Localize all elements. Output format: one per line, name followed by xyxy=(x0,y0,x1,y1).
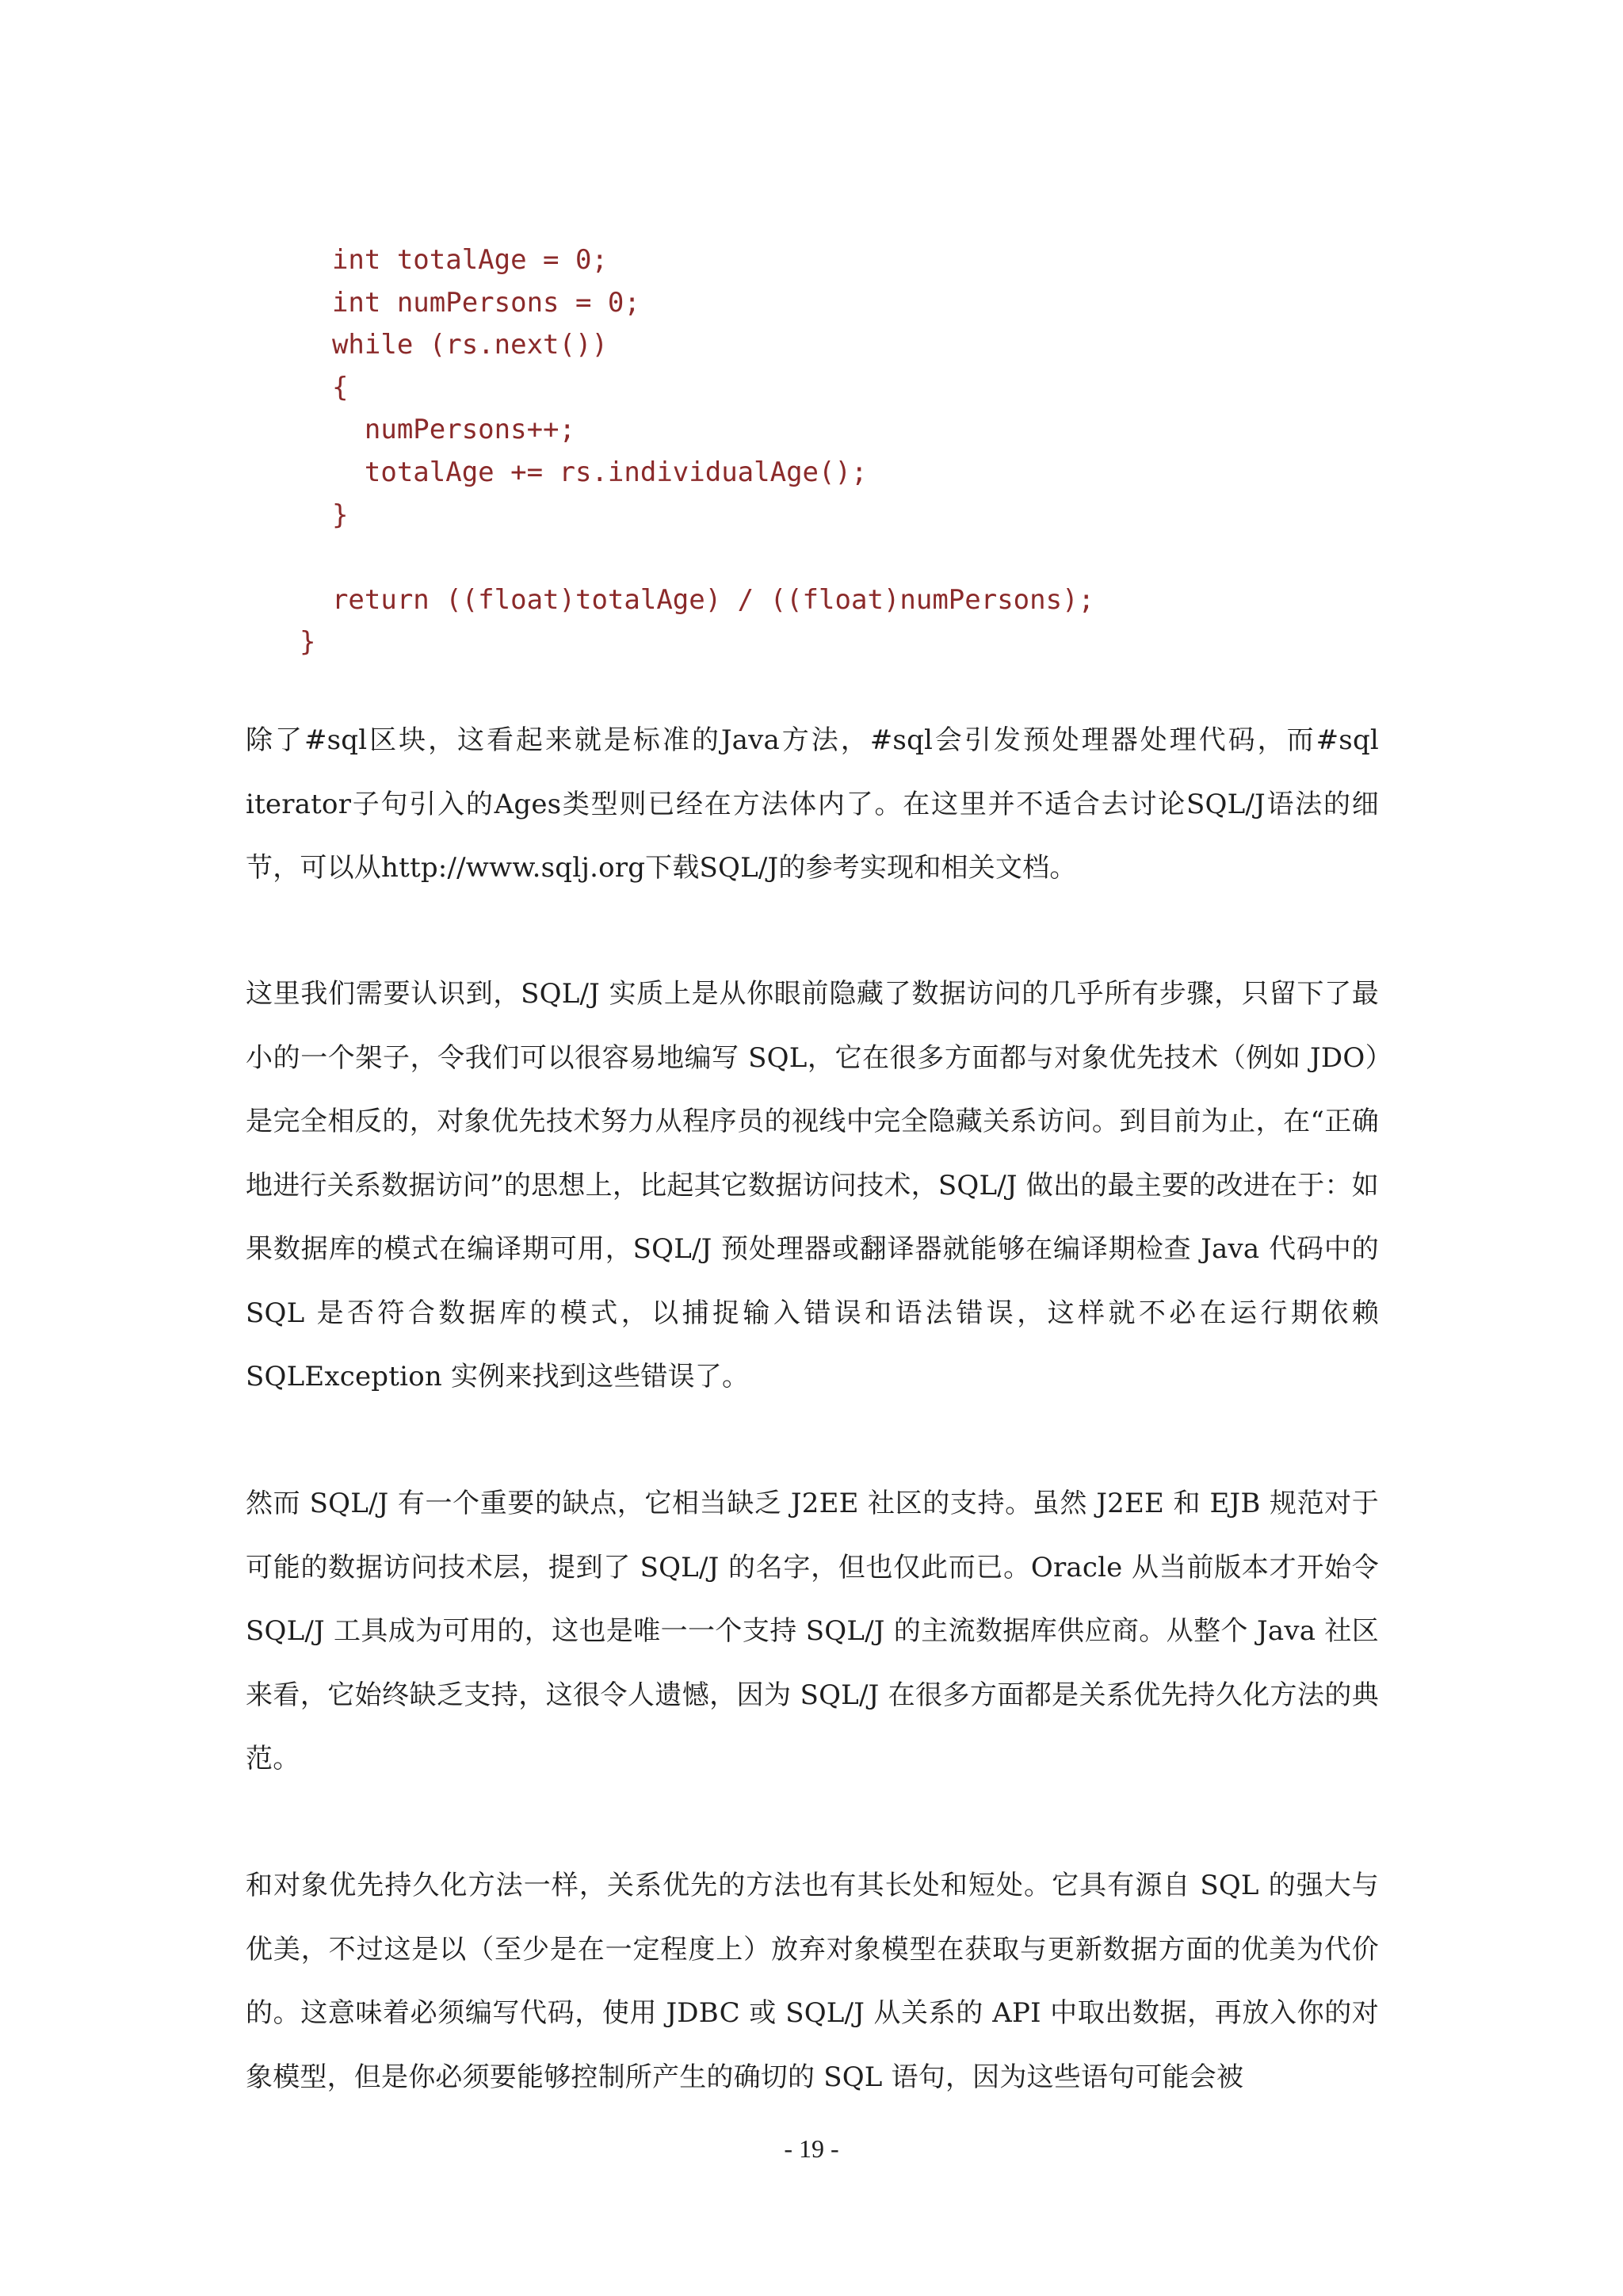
page-number: - 19 - xyxy=(784,2134,839,2163)
code-line: int totalAge = 0; xyxy=(300,244,608,276)
code-line: return ((float)totalAge) / ((float)numPersons); xyxy=(300,583,1095,616)
code-line: numPersons++; xyxy=(300,414,575,446)
body-paragraph: 和对象优先持久化方法一样，关系优先的方法也有其长处和短处。它具有源自 SQL 的强大与优美，不过这是以（至少是在一定程度上）放弃对象模型在获取与更新数据方面的优美为代价的。这意味着必须编写代码，使用 JDBC 或 SQL/J 从关系的 API 中取出数据，再放入你的对象模型，但是你必须要能够控制所产生的确切的 SQL 语句，因为这些语句可能会被 xyxy=(246,1870,1379,2093)
code-line xyxy=(300,537,1094,579)
code-line: int numPersons = 0; xyxy=(300,286,640,319)
body-paragraph: 这里我们需要认识到，SQL/J 实质上是从你眼前隐藏了数据访问的几乎所有步骤，只留下了最小的一个架子，令我们可以很容易地编写 SQL，它在很多方面都与对象优先技术（例如 JDO）是完全相反的，对象优先技术努力从程序员的视线中完全隐藏关系访问。到目前为止，在“正确地进行关系数据访问”的思想上，比起其它数据访问技术，SQL/J 做出的最主要的改进在于：如果数据库的模式在编译期可用，SQL/J 预处理器或翻译器就能够在编译期检查 Java 代码中的 SQL 是否符合数据库的模式，以捕捉输入错误和语法错误，这样就不必在运行期依赖 SQLException 实例来找到这些错误了。 xyxy=(246,978,1379,1392)
code-line: totalAge += rs.individualAge(); xyxy=(300,456,868,488)
body-paragraph: 然而 SQL/J 有一个重要的缺点，它相当缺乏 J2EE 社区的支持。虽然 J2EE 和 EJB 规范对于可能的数据访问技术层，提到了 SQL/J 的名字，但也仅此而已。Oracle 从当前版本才开始令 SQL/J 工具成为可用的，这也是唯一一个支持 SQL/J 的主流数据库供应商。从整个 Java 社区来看，它始终缺乏支持，这很令人遗憾，因为 SQL/J 在很多方面都是关系优先持久化方法的典范。 xyxy=(246,1488,1379,1775)
body-paragraph: 除了#sql区块，这看起来就是标准的Java方法，#sql会引发预处理器处理代码，而#sql iterator子句引入的Ages类型则已经在方法体内了。在这里并不适合去讨论SQL/J语法的细节，可以从http://www.sqlj.org下载SQL/J的参考实现和相关文档。 xyxy=(246,724,1379,884)
code-line: } xyxy=(300,499,349,531)
code-line: while (rs.next()) xyxy=(300,329,608,361)
code-snippet xyxy=(300,239,1094,664)
code-line: } xyxy=(300,626,316,659)
code-line: { xyxy=(300,371,349,403)
